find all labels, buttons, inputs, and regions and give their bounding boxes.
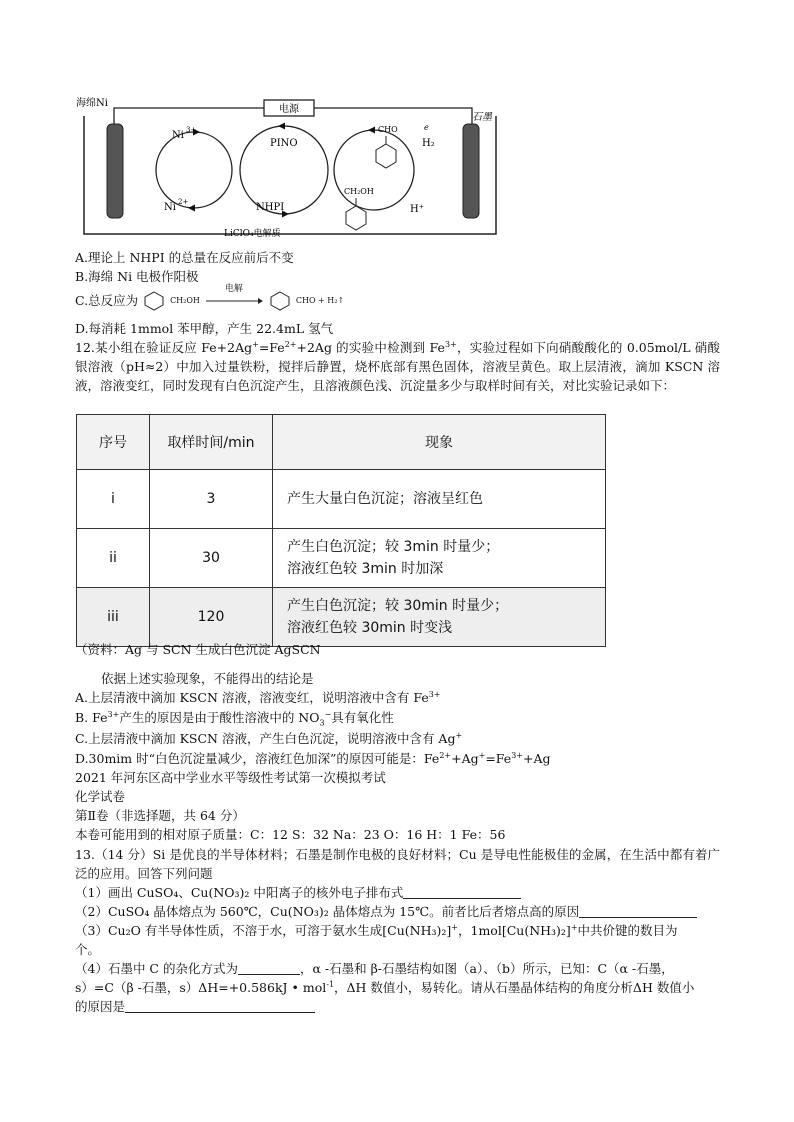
q13-part2: （2）CuSO₄ 晶体熔点为 560℃，Cu(NO₃)₂ 晶体熔点为 15℃。前者比后者熔点高的原因 — [75, 904, 697, 920]
q11-option-c-reactant: CH₂OH — [170, 296, 200, 305]
table-cell: iii — [77, 588, 150, 647]
answer-blank[interactable] — [403, 886, 521, 899]
ni3-label: Ni — [172, 130, 184, 141]
q12-option-c: C.上层清液中滴加 KSCN 溶液，产生白色沉淀，说明溶液中含有 Ag+ — [75, 730, 463, 746]
q13-stem: 13.（14 分）Si 是优良的半导体材料；石墨是制作电极的良好材料；Cu 是导电性能极佳的金属，在生活中都有着广泛的应用。回答下列问题 — [75, 847, 720, 881]
benzyl-alcohol-structure — [344, 187, 374, 230]
table-cell: 产生大量白色沉淀；溶液呈红色 — [273, 470, 606, 529]
table-cell: i — [77, 470, 150, 529]
q13-part4-end: 的原因是 — [75, 999, 315, 1015]
q13-part3-end: 个。 — [75, 942, 101, 957]
table-row — [77, 588, 606, 647]
left-electrode-label: 海绵Ni — [76, 98, 108, 109]
table-cell: 30 — [150, 529, 273, 588]
table-cell: 产生白色沉淀；较 30min 时量少； 溶液红色较 30min 时变浅 — [273, 588, 606, 647]
table-cell: 3 — [150, 470, 273, 529]
ni2-label: Ni — [164, 202, 176, 213]
nickel-electrode — [107, 124, 123, 218]
table-header: 序号 — [77, 415, 150, 470]
q12-option-a: A.上层清液中滴加 KSCN 溶液，溶液变红，说明溶液中含有 $Fe^{3+}$ — [75, 689, 441, 705]
electrolysis-condition: 电解 — [224, 284, 243, 294]
answer-blank[interactable] — [579, 905, 697, 918]
q12-question: 依据上述实验现象，不能得出的结论是 — [101, 671, 314, 686]
table-cell: ii — [77, 529, 150, 588]
q12-stem: 12.某小组在验证反应 $Fe+2Ag^+=Fe^{2+}+2Ag$ 的实验中检测到 $Fe^{3+}$，实验过程如下向硝酸酸化的 0.05mol/L 硝酸银溶液（pH≈2）中加入过量铁粉，搅拌后静置，烧杯底部有黑色固体，溶液呈黄色。取上层清液，滴加 KSCN 溶液，溶液变红，同时发现有白色沉淀产生，且溶液颜色浅、沉淀量多少与取样时间有关，对比实验记录如下： — [75, 339, 721, 393]
table-cell: 产生白色沉淀；较 3min 时量少； 溶液红色较 3min 时加深 — [273, 529, 606, 588]
table-header: 现象 — [273, 415, 606, 470]
ni3-charge: 3+ — [186, 126, 197, 134]
hplus-label: H⁺ — [410, 204, 424, 215]
q13-part3: （3）Cu₂O 有半导体性质，不溶于水，可溶于氨水生成[Cu(NH₃)₂]+，1mol[Cu(NH₃)₂]+中共价键的数目为 — [75, 922, 678, 938]
pino-label: PINO — [270, 138, 298, 149]
q13-part4: （4）石墨中 C 的杂化方式为 ，α -石墨和 β-石墨结构如图（a）、（b）所示，已知：C（α -石墨， — [75, 961, 674, 976]
atomic-mass-note: 本卷可能用到的相对原子质量：C：12 S：32 Na：23 O：16 H：1 Fe：56 — [75, 827, 506, 842]
q11-option-c — [75, 284, 345, 317]
table-row — [77, 529, 606, 588]
table-row — [77, 470, 606, 529]
ni2-charge: 2+ — [178, 198, 189, 206]
q12-source-note: （资料：Ag 与 SCN 生成白色沉淀 AgSCN — [75, 642, 321, 657]
table-cell: 120 — [150, 588, 273, 647]
substrate-cycle — [334, 130, 414, 210]
right-electrode-label: 石墨 — [472, 112, 492, 123]
electrolysis-arrow — [204, 284, 264, 309]
q13-part1: （1）画出 CuSO₄、Cu(NO₃)₂ 中阳离子的核外电子排布式 — [75, 885, 521, 901]
q11-option-d: D.每消耗 1mmol 苯甲醇，产生 22.4mL 氢气 — [75, 321, 334, 336]
electrolyte-label: LiClO₄电解质 — [224, 229, 281, 239]
nhpi-label: NHPI — [256, 202, 285, 213]
table-header: 取样时间/min — [150, 415, 273, 470]
exam-part: 第Ⅱ卷（非选择题，共 64 分） — [75, 808, 245, 823]
q11-option-b: B.海绵 Ni 电极作阳极 — [75, 269, 199, 284]
benzene-ring-icon — [268, 291, 292, 311]
svg-text:CHO: CHO — [378, 125, 398, 134]
graphite-electrode — [463, 124, 479, 218]
benzene-ring-icon — [142, 291, 166, 311]
power-source-label: 电源 — [279, 104, 299, 115]
benzaldehyde-structure — [376, 125, 398, 168]
answer-blank[interactable] — [238, 962, 300, 975]
answer-blank[interactable] — [125, 1000, 315, 1013]
table-header-row — [77, 415, 606, 470]
q11-option-c-product: CHO + H₂↑ — [295, 296, 345, 305]
experiment-table — [76, 414, 606, 647]
q13-part4-cont: s）=C（β -石墨，s）ΔH=+0.586kJ • mol$^{-1}$，ΔH 数值小，易转化。请从石墨晶体结构的角度分析ΔH 数值小 — [75, 979, 695, 995]
electrolysis-diagram — [74, 96, 504, 244]
q11-option-c-prefix: C.总反应为 — [75, 293, 139, 308]
q12-option-d: D.30mim 时“白色沉淀量减少，溶液红色加深”的原因可能是：$Fe^{2+}+Ag^+=Fe^{3+}+Ag$ — [75, 750, 551, 766]
q11-option-a: A.理论上 NHPI 的总量在反应前后不变 — [75, 250, 294, 265]
svg-text:CH₂OH: CH₂OH — [344, 187, 374, 196]
exam-title: 2021 年河东区高中学业水平等级性考试第一次模拟考试 — [75, 770, 386, 785]
q12-option-b: B. $Fe^{3+}$产生的原因是由于酸性溶液中的 $NO_3^-$具有氧化性 — [75, 709, 394, 728]
exam-subject: 化学试卷 — [75, 789, 126, 804]
ni-cycle — [156, 132, 232, 208]
electron-label: e — [424, 123, 429, 132]
h2-label: H₂ — [422, 138, 435, 149]
